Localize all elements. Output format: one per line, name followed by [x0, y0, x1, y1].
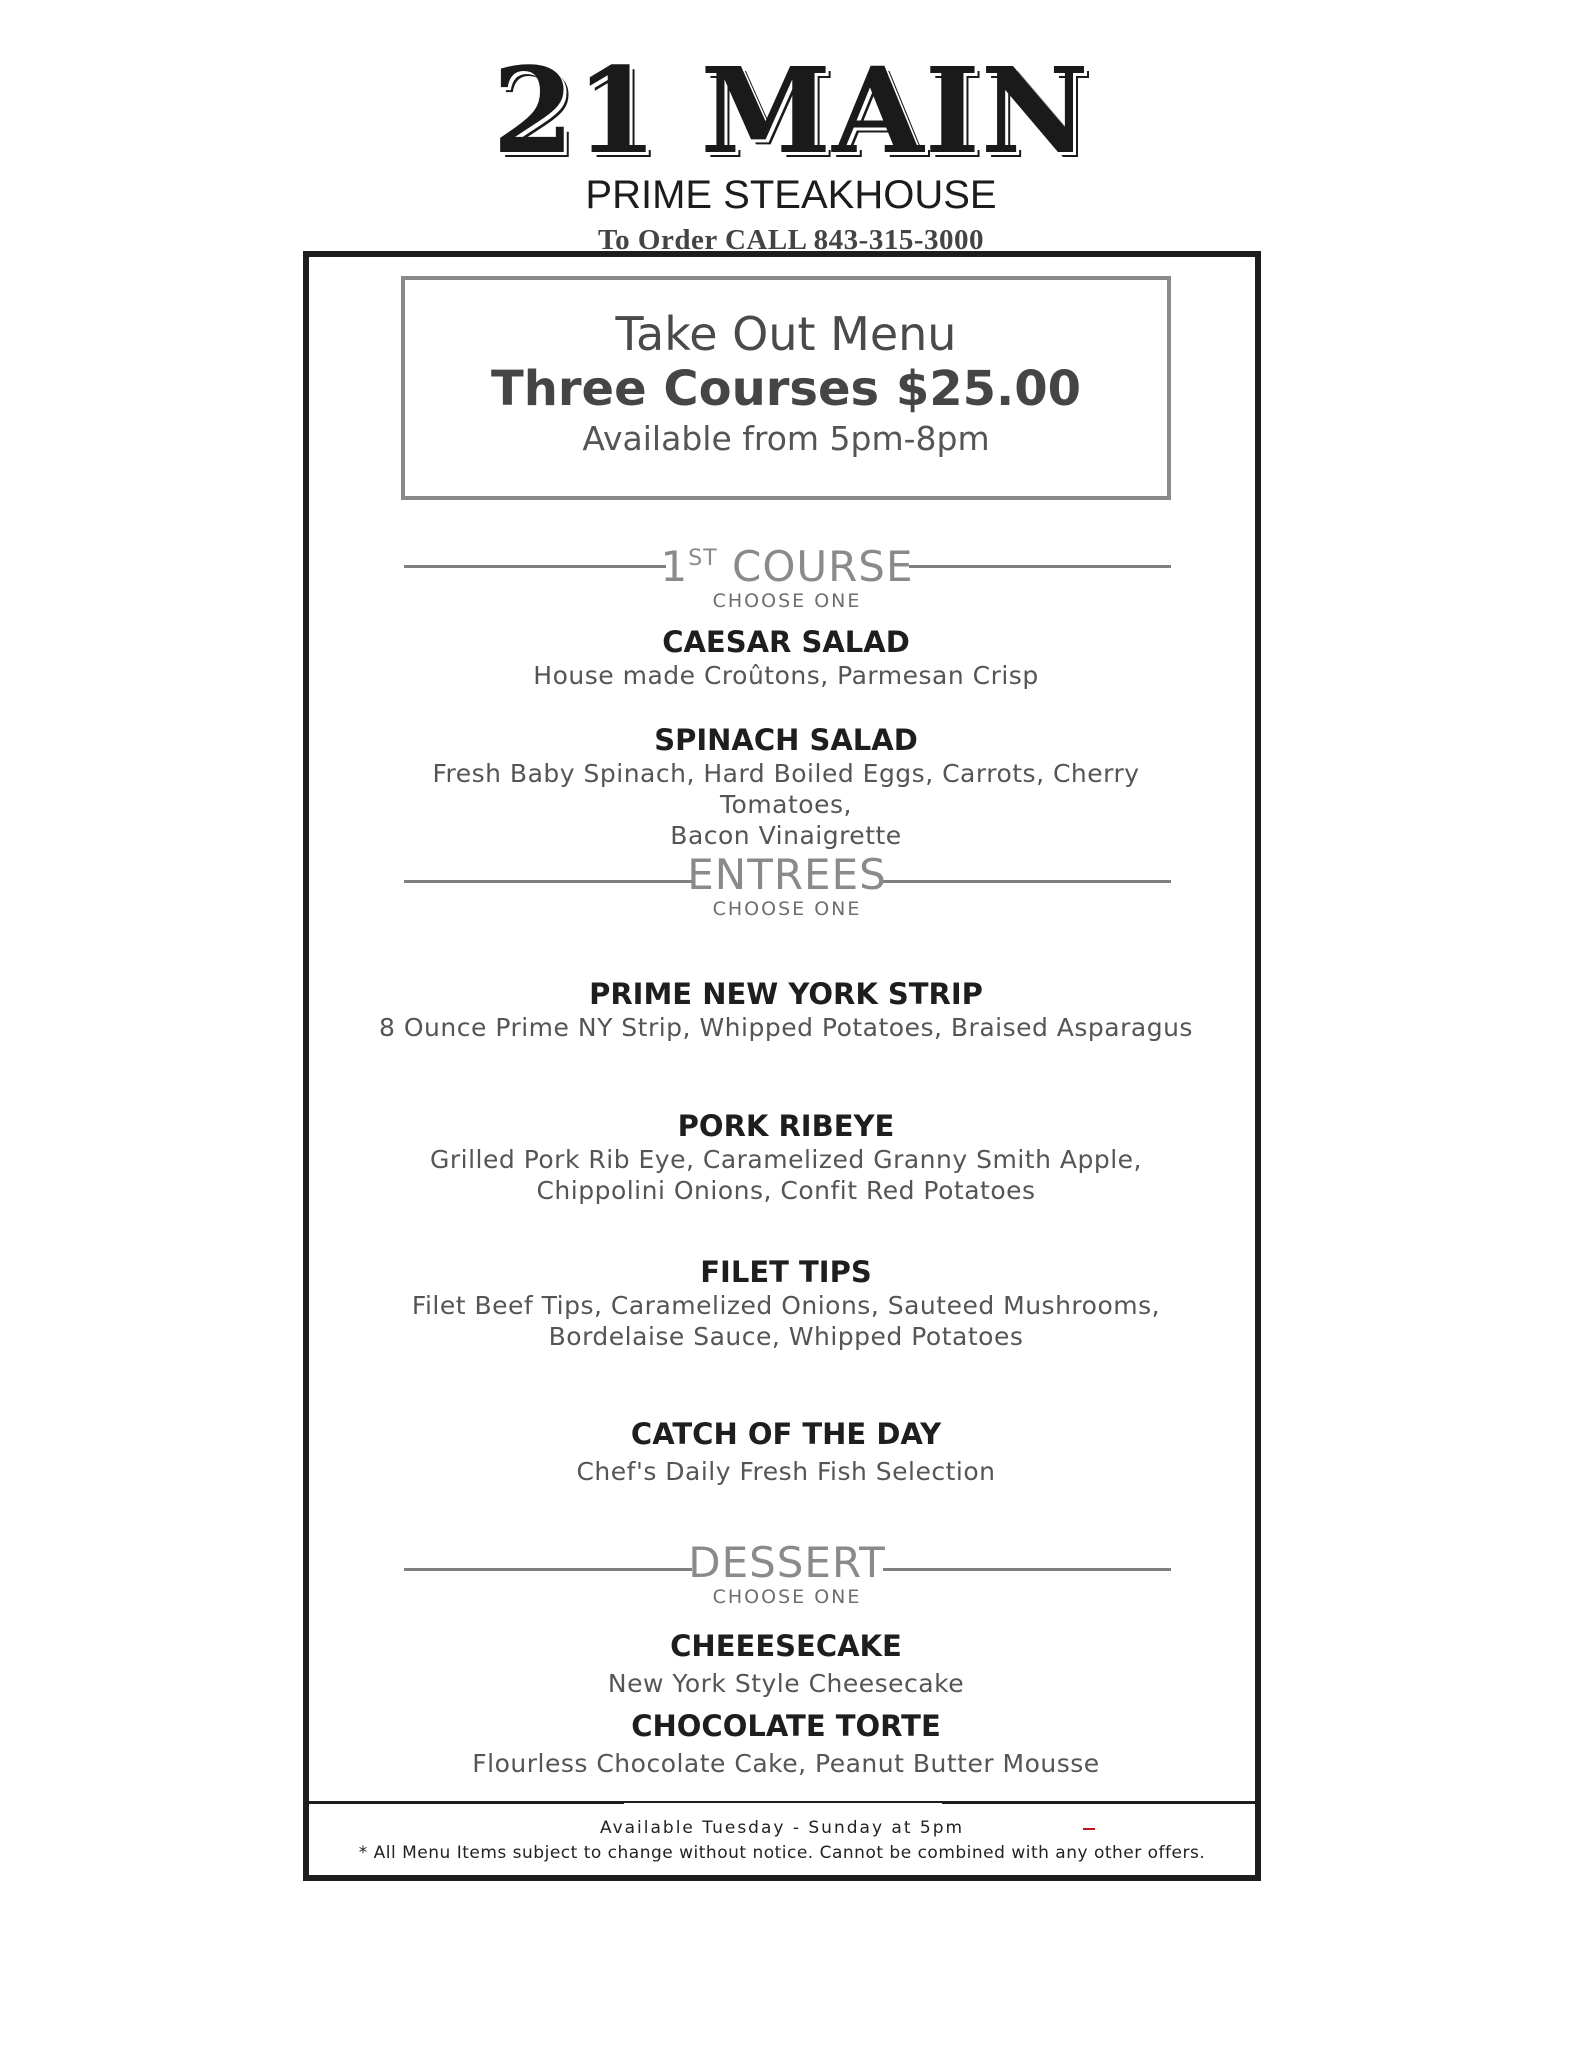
item-description: House made Croûtons, Parmesan Crisp: [533, 661, 1039, 690]
first-course-choose: CHOOSE ONE: [712, 590, 862, 612]
promo-price: Three Courses $25.00: [490, 361, 1082, 417]
entrees-heading: [404, 852, 1170, 920]
item-name: CHOCOLATE TORTE: [631, 1709, 941, 1743]
item-name: FILET TIPS: [700, 1255, 872, 1289]
restaurant-header: [0, 41, 1582, 257]
first-course-title: [404, 536, 1170, 590]
menu-item-catch-of-the-day: [370, 1416, 1202, 1487]
first-course-word: COURSE: [717, 542, 914, 591]
item-description: Flourless Chocolate Cake, Peanut Butter Mousse: [472, 1749, 1100, 1778]
menu-item-filet-tips: [370, 1254, 1202, 1352]
item-name: CAESAR SALAD: [662, 625, 910, 659]
item-description: Chef's Daily Fresh Fish Selection: [576, 1457, 996, 1486]
item-name: PORK RIBEYE: [677, 1109, 895, 1143]
promo-hours: Available from 5pm-8pm: [582, 419, 990, 458]
restaurant-logo: 21 MAIN: [492, 41, 1090, 180]
first-course-heading: [404, 536, 1170, 612]
red-dash-mark: [1083, 1828, 1095, 1830]
dessert-choose: CHOOSE ONE: [712, 1586, 862, 1608]
item-name: PRIME NEW YORK STRIP: [589, 977, 983, 1011]
dessert-title: DESSERT: [688, 1538, 886, 1587]
dessert-heading: [404, 1540, 1170, 1608]
menu-item-prime-ny-strip: [370, 976, 1202, 1043]
item-description: Grilled Pork Rib Eye, Caramelized Granny Smith Apple,: [430, 1145, 1142, 1174]
menu-item-chocolate-torte: [370, 1708, 1202, 1779]
item-name: CHEEESECAKE: [670, 1629, 902, 1663]
item-description: New York Style Cheesecake: [607, 1669, 965, 1698]
item-name: SPINACH SALAD: [654, 723, 918, 757]
entrees-choose: CHOOSE ONE: [712, 898, 862, 920]
footer-divider-right: [942, 1801, 1255, 1804]
item-name: CATCH OF THE DAY: [630, 1417, 942, 1451]
item-description: Fresh Baby Spinach, Hard Boiled Eggs, Carrots, Cherry Tomatoes,: [432, 759, 1140, 819]
item-description: 8 Ounce Prime NY Strip, Whipped Potatoes, Braised Asparagus: [379, 1013, 1193, 1042]
footer-divider-left: [309, 1801, 624, 1804]
first-course-ordinal: ST: [688, 546, 718, 571]
promo-box: [401, 276, 1171, 500]
first-course-number: 1: [660, 542, 689, 591]
menu-item-spinach-salad: [370, 722, 1202, 851]
item-description: Bordelaise Sauce, Whipped Potatoes: [548, 1322, 1024, 1351]
restaurant-subtitle: PRIME STEAKHOUSE: [585, 173, 997, 217]
entrees-title: ENTREES: [687, 850, 887, 899]
item-description: Bacon Vinaigrette: [670, 821, 902, 850]
promo-title: Take Out Menu: [615, 307, 957, 361]
disclaimer-note: * All Menu Items subject to change without notice. Cannot be combined with any other offers.: [358, 1843, 1206, 1863]
menu-item-cheesecake: [370, 1628, 1202, 1699]
item-description: Chippolini Onions, Confit Red Potatoes: [536, 1176, 1036, 1205]
availability-note: Available Tuesday - Sunday at 5pm: [599, 1818, 965, 1838]
menu-item-pork-ribeye: [370, 1108, 1202, 1206]
order-phone-line: To Order CALL 843-315-3000: [598, 224, 984, 256]
menu-item-caesar-salad: [370, 624, 1202, 691]
item-description: Filet Beef Tips, Caramelized Onions, Sauteed Mushrooms,: [411, 1291, 1161, 1320]
